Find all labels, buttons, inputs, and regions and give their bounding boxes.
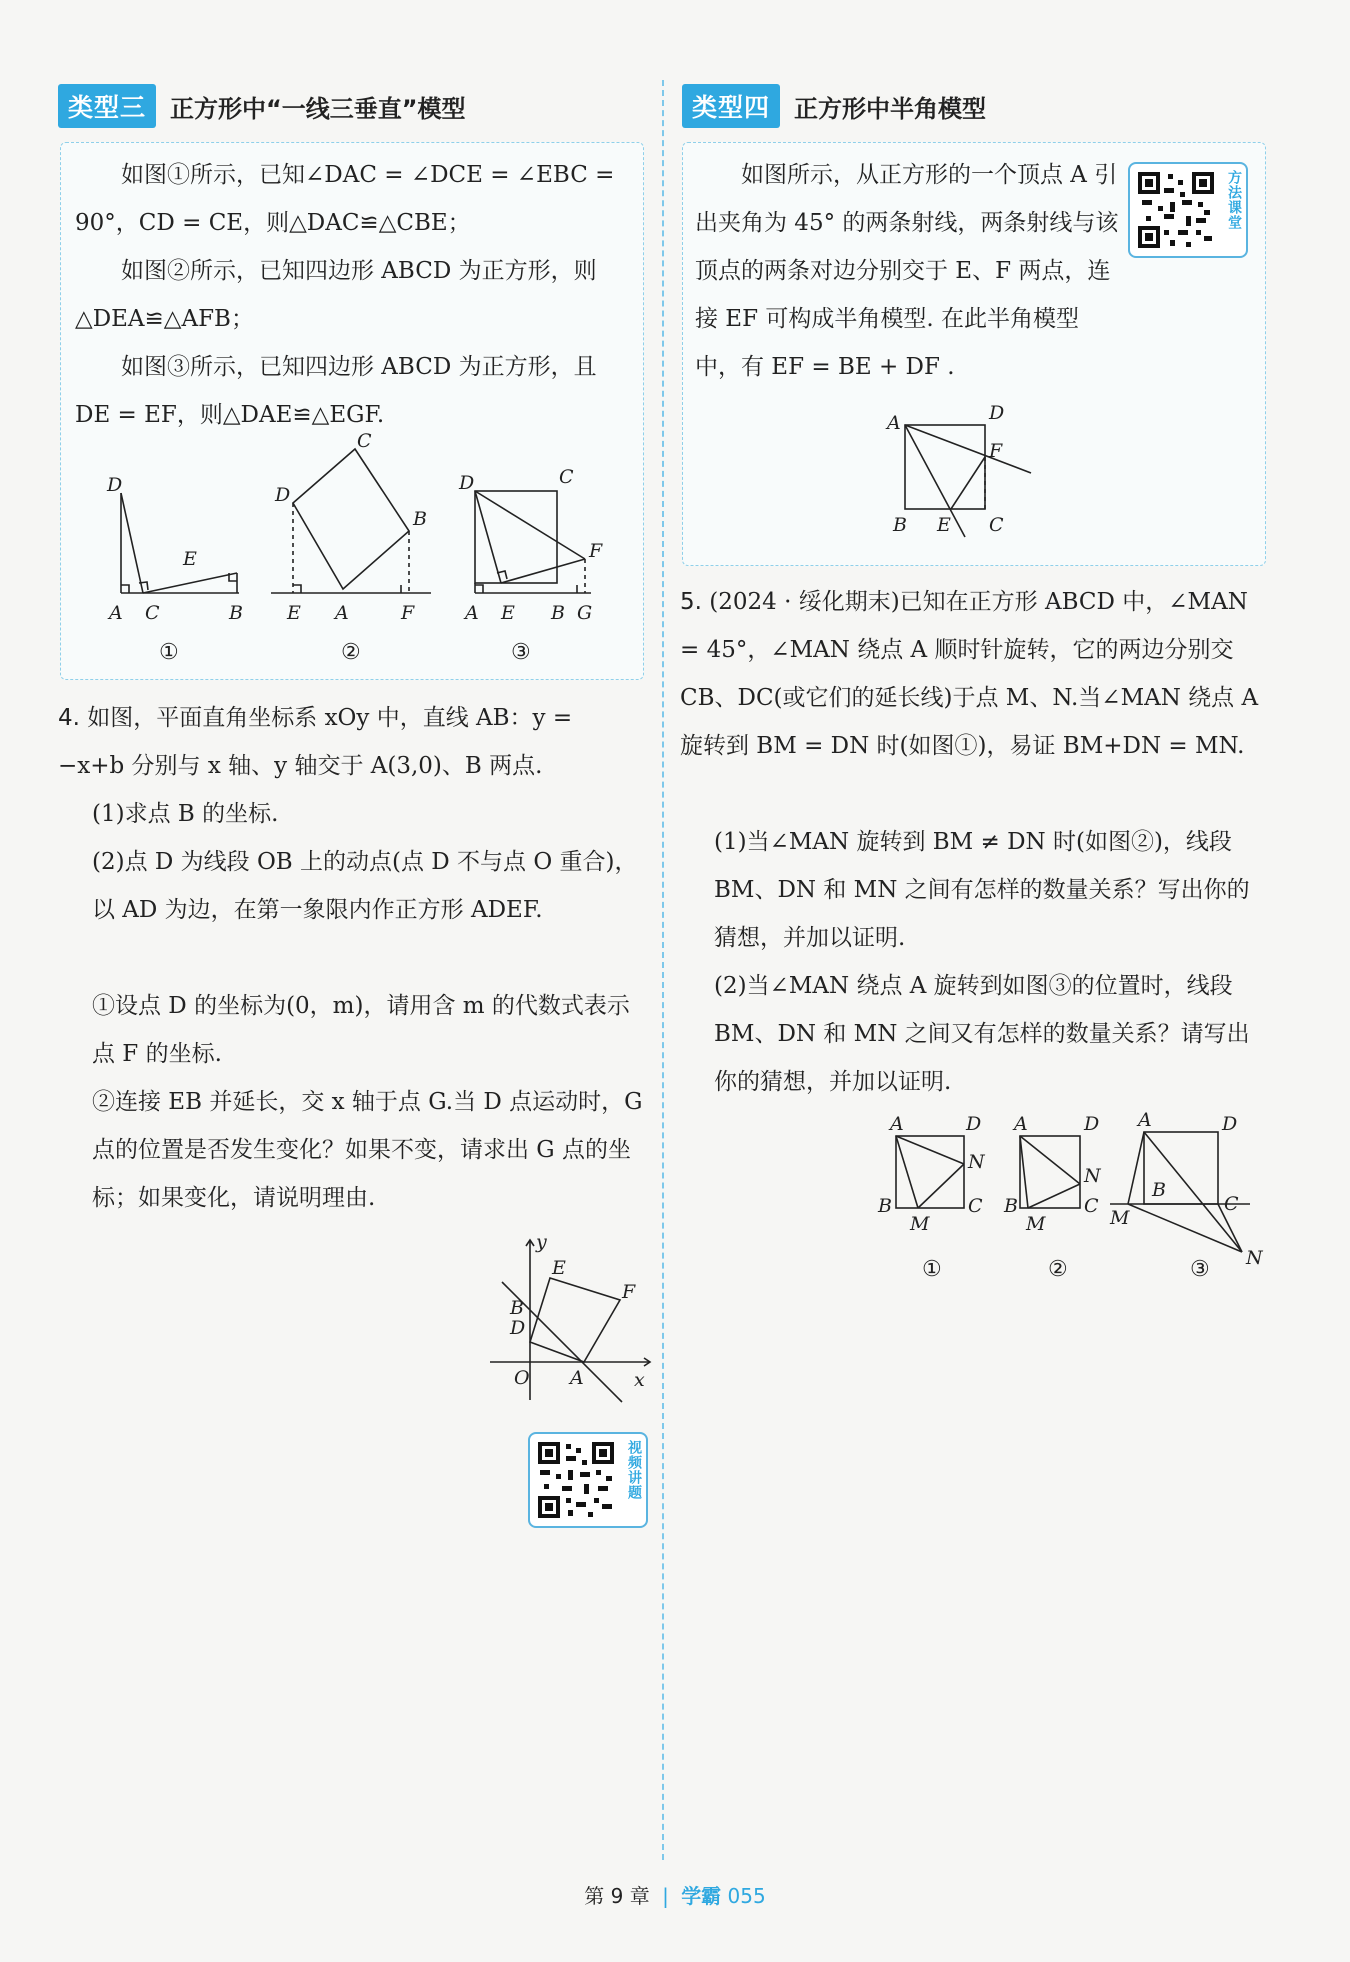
svg-text:C: C — [357, 430, 372, 452]
question-4 — [58, 694, 644, 790]
svg-text:M: M — [910, 1213, 930, 1235]
svg-text:E: E — [287, 602, 301, 624]
type4-figure — [879, 401, 1079, 541]
q4-sub2b: ②连接 EB 并延长，交 x 轴于点 G.当 D 点运动时，G 点的位置是否发生变化？如果不变，请求出 G 点的坐标；如果变化，请说明理由. — [92, 1089, 643, 1211]
svg-text:E: E — [937, 514, 951, 536]
svg-text:D: D — [275, 484, 291, 506]
q4-qr-box[interactable] — [528, 1432, 648, 1528]
svg-text:O: O — [514, 1367, 530, 1389]
svg-text:A: A — [570, 1367, 584, 1389]
svg-text:D: D — [107, 474, 123, 496]
q5-fig1-label: ① — [922, 1257, 942, 1282]
footer-chapter: 第 9 章 — [584, 1884, 650, 1908]
svg-text:A: A — [890, 1113, 904, 1135]
svg-text:C: C — [968, 1195, 983, 1217]
type3-tag: 类型三 — [58, 84, 156, 128]
svg-text:D: D — [966, 1113, 982, 1135]
type4-p1-text: 如图所示，从正方形的一个顶点 A 引出夹角为 45° 的两条射线，两条射线与该顶点的两条对边分别交于 E、F 两点，连接 EF 可构成半角模型. 在此半角模型中，有 EF = BE + DF . — [695, 162, 1119, 380]
q4-sub2a: ①设点 D 的坐标为(0，m)，请用含 m 的代数式表示点 F 的坐标. — [92, 993, 630, 1067]
svg-text:F: F — [401, 602, 415, 624]
type3-box — [60, 142, 644, 680]
svg-text:B: B — [413, 508, 427, 530]
svg-text:D: D — [459, 472, 475, 494]
type3-p3: 如图③所示，已知四边形 ABCD 为正方形，且 DE = EF，则△DAE≌△EGF. — [75, 354, 597, 428]
type4-tag: 类型四 — [682, 84, 780, 128]
svg-text:B: B — [878, 1195, 892, 1217]
svg-text:y: y — [536, 1231, 547, 1253]
question-5 — [680, 578, 1270, 770]
q5-figures — [870, 1108, 1270, 1298]
q4-sub1: (1)求点 B 的坐标. — [92, 801, 279, 827]
svg-text:F: F — [989, 440, 1003, 462]
type3-figures — [61, 430, 643, 673]
svg-text:B: B — [551, 602, 565, 624]
page-footer — [0, 1880, 1350, 1909]
type3-p1: 如图①所示，已知∠DAC = ∠DCE = ∠EBC = 90°，CD = CE，则△DAC≌△CBE； — [75, 162, 615, 236]
q5-sub1: (1)当∠MAN 旋转到 BM ≠ DN 时(如图②)，线段 BM、DN 和 MN 之间有怎样的数量关系？写出你的猜想，并加以证明. — [714, 829, 1250, 951]
q5-fig3-label: ③ — [1190, 1257, 1210, 1282]
svg-text:M: M — [1110, 1207, 1130, 1229]
q5-sub2: (2)当∠MAN 绕点 A 旋转到如图③的位置时，线段 BM、DN 和 MN 之间又有怎样的数量关系？请写出你的猜想，并加以证明. — [714, 973, 1250, 1095]
svg-text:D: D — [1084, 1113, 1100, 1135]
type3-fig1-label: ① — [159, 640, 179, 665]
column-divider — [662, 80, 664, 1860]
type3-fig3-label: ③ — [511, 640, 531, 665]
type3-fig2-label: ② — [341, 640, 361, 665]
type4-qr-label: 方法课堂 — [1226, 170, 1242, 230]
qr-code-icon — [1136, 170, 1216, 250]
footer-page-number: 055 — [727, 1884, 766, 1908]
svg-text:B: B — [893, 514, 907, 536]
type4-title: 正方形中半角模型 — [794, 94, 987, 123]
svg-text:C: C — [145, 602, 160, 624]
svg-text:C: C — [989, 514, 1004, 536]
svg-text:A: A — [109, 602, 123, 624]
svg-text:E: E — [501, 602, 515, 624]
svg-text:B: B — [229, 602, 243, 624]
q5-stem: (2024 · 绥化期末)已知在正方形 ABCD 中，∠MAN = 45°，∠MAN 绕点 A 顺时针旋转，它的两边分别交 CB、DC(或它们的延长线)于点 M、N.当∠MAN 绕点 A 旋转到 BM = DN 时(如图①)，易证 BM+DN = MN. — [680, 589, 1259, 759]
svg-text:A: A — [1138, 1109, 1152, 1131]
svg-text:F: F — [622, 1281, 636, 1303]
svg-text:A: A — [1014, 1113, 1028, 1135]
svg-text:D: D — [989, 402, 1005, 424]
svg-text:C: C — [1084, 1195, 1099, 1217]
qr-code-icon — [536, 1440, 616, 1520]
svg-text:D: D — [510, 1317, 526, 1339]
q4-qr-label: 视频讲题 — [626, 1440, 642, 1500]
type3-heading — [58, 84, 466, 128]
type4-p1 — [695, 151, 1119, 391]
svg-text:B: B — [1004, 1195, 1018, 1217]
svg-text:A: A — [465, 602, 479, 624]
type4-qr-box[interactable] — [1128, 162, 1248, 258]
q4-sub2: (2)点 D 为线段 OB 上的动点(点 D 不与点 O 重合)，以 AD 为边，在第一象限内作正方形 ADEF. — [92, 849, 638, 923]
svg-text:E: E — [552, 1257, 566, 1279]
svg-text:M: M — [1026, 1213, 1046, 1235]
svg-text:B: B — [1152, 1179, 1166, 1201]
q4-figure — [480, 1230, 660, 1410]
svg-text:A: A — [887, 412, 901, 434]
q5-number: 5. — [680, 589, 702, 615]
svg-text:N: N — [1084, 1165, 1101, 1187]
type4-heading — [682, 84, 986, 128]
footer-separator: | — [662, 1884, 669, 1908]
q4-number: 4. — [58, 705, 80, 731]
svg-text:A: A — [335, 602, 349, 624]
svg-text:B: B — [510, 1297, 524, 1319]
svg-text:N: N — [1246, 1247, 1263, 1269]
q5-fig2-label: ② — [1048, 1257, 1068, 1282]
footer-brand: 学霸 — [681, 1884, 722, 1908]
svg-text:D: D — [1222, 1113, 1238, 1135]
type3-title: 正方形中“一线三垂直”模型 — [170, 94, 466, 123]
svg-text:C: C — [1224, 1193, 1239, 1215]
svg-text:N: N — [968, 1151, 985, 1173]
svg-text:C: C — [559, 466, 574, 488]
svg-text:E: E — [183, 548, 197, 570]
svg-text:x: x — [634, 1369, 645, 1391]
q4-stem: 如图，平面直角坐标系 xOy 中，直线 AB：y = −x+b 分别与 x 轴、y 轴交于 A(3,0)、B 两点. — [58, 705, 573, 779]
svg-text:F: F — [589, 540, 603, 562]
svg-text:G: G — [577, 602, 593, 624]
type3-p2: 如图②所示，已知四边形 ABCD 为正方形，则△DEA≌△AFB； — [75, 258, 597, 332]
